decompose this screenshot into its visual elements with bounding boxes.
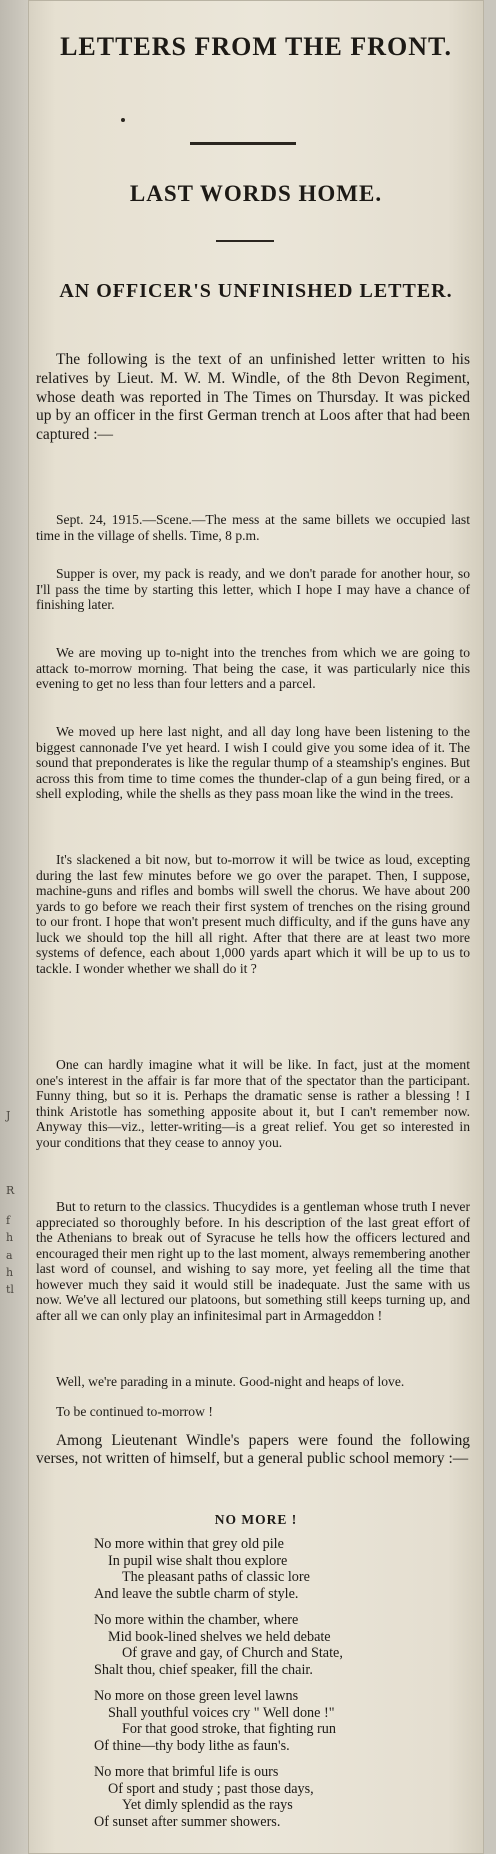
edge-fragment: J: [6, 1109, 11, 1122]
poem-line: No more within the chamber, where: [94, 1612, 299, 1628]
followup-paragraph: Among Lieutenant Windle's papers were found the following verses, not written of himself, but a general public school memory :—: [36, 1432, 470, 1467]
letter-paragraph: One can hardly imagine what it will be like. In fact, just at the moment one's interest in the affair is far more that of the spectator than the participant. Funny thing, but so it is. Perhaps the dramatic sense is rather a blessing ! I think Aristotle has something apposite about it, but I can't remember now. Anyway this—viz., letter-writing—is a great relief. You get so interested in your conditions that they cease to annoy you.: [36, 1057, 470, 1150]
poem-line: In pupil wise shalt thou explore: [108, 1552, 288, 1569]
poem-line: And leave the subtle charm of style.: [94, 1585, 299, 1602]
poem-stanza: [28, 1612, 484, 1678]
adjacent-column-edge: [0, 0, 28, 1854]
main-title: LETTERS FROM THE FRONT.: [60, 32, 452, 61]
edge-fragment: tl: [6, 1283, 14, 1296]
letter-paragraph: We moved up here last night, and all day long have been listening to the biggest cannonade I've yet heard. I wish I could give you some idea of it. The sound that preponderates is like the regular thump of a steamship's engines. But across this from time to time comes the thunder-clap of a gun being fired, or a shell exploding, while the shells as they pass moan like the wind in the trees.: [36, 724, 470, 801]
newspaper-clipping: [28, 0, 484, 1854]
subtitle: LAST WORDS HOME.: [129, 181, 383, 206]
poem-line: For that good stroke, that fighting run: [122, 1721, 336, 1738]
poem-line: Of thine—thy body lithe as faun's.: [94, 1737, 290, 1754]
letter-paragraph: But to return to the classics. Thucydides is a gentleman whose truth I never appreciated so thoroughly before. In his description of the last great effort of the Athenians to break out of Syracuse he tells how the officers lectured and encouraged their men right up to the last moment, always remembering another last word of counsel, and wishing to say more, yet feeling all the time that however much they said it would still be inadequate. Just the same with us now. We've all lectured our platoons, but something still keeps turning up, and after all we can only play an infinitesimal part in Armageddon !: [36, 1199, 470, 1323]
poem-line: Of sunset after summer showers.: [94, 1813, 281, 1830]
edge-fragment: h: [6, 1231, 14, 1244]
poem-line: No more that brimful life is ours: [94, 1764, 279, 1780]
poem-line: Mid book-lined shelves we held debate: [108, 1628, 331, 1645]
subtitle-rule: [216, 240, 274, 242]
poem-line: Of grave and gay, of Church and State,: [122, 1645, 343, 1662]
edge-fragment: f: [6, 1214, 11, 1227]
letter-paragraph: Supper is over, my pack is ready, and we don't parade for another hour, so I'll pass the time by starting this letter, which I hope I may have a chance of finishing later.: [36, 566, 470, 612]
ornament-dot: [121, 118, 125, 122]
poem-line: Yet dimly splendid as the rays: [122, 1797, 293, 1814]
edge-fragment: a: [6, 1249, 13, 1262]
letter-paragraph: Sept. 24, 1915.—Scene.—The mess at the same billets we occupied last time in the village of shells. Time, 8 p.m.: [36, 512, 470, 543]
letter-paragraph: Well, we're parading in a minute. Good-night and heaps of love.: [56, 1374, 405, 1389]
poem-line: No more on those green level lawns: [94, 1688, 299, 1704]
letter-paragraph: To be continued to-morrow !: [56, 1404, 213, 1419]
poem-stanza: [28, 1536, 484, 1602]
letter-paragraph: We are moving up to-night into the trenches from which we are going to attack to-morrow morning. That being the case, it was particularly nice this evening to get no less than four letters and a parcel.: [36, 645, 470, 691]
poem-line: Of sport and study ; past those days,: [108, 1780, 314, 1797]
poem-line: Shall youthful voices cry " Well done !": [108, 1704, 335, 1721]
headline: AN OFFICER'S UNFINISHED LETTER.: [59, 280, 453, 302]
poem-line: Shalt thou, chief speaker, fill the chair.: [94, 1661, 313, 1678]
poem-stanza: [28, 1688, 484, 1754]
poem-line: The pleasant paths of classic lore: [122, 1569, 310, 1586]
poem-title: NO MORE !: [214, 1512, 298, 1527]
edge-fragment: R: [6, 1184, 15, 1197]
title-rule: [190, 142, 296, 145]
poem-line: No more within that grey old pile: [94, 1536, 284, 1552]
poem-stanza: [28, 1764, 484, 1830]
intro-paragraph: The following is the text of an unfinished letter written to his relatives by Lieut. M. W. M. Windle, of the 8th Devon Regiment, whose death was reported in The Times on Thursday. It was picked up by an officer in the first German trench at Loos after that had been captured :—: [36, 351, 470, 444]
letter-paragraph: It's slackened a bit now, but to-morrow it will be twice as loud, excepting during the last few minutes before we go over the parapet. Then, I suppose, machine-guns and rifles and bombs will swell the chorus. We have about 200 yards to go before we reach their first system of trenches on the rising ground to our front. I hope that won't present much difficulty, and if the guns have any luck we should top the hill all right. After that there are at least two more systems of defence, each about 1,000 yards apart which it will be up to us to tackle. I wonder whether we shall do it ?: [36, 852, 470, 976]
edge-fragment: h: [6, 1266, 14, 1279]
